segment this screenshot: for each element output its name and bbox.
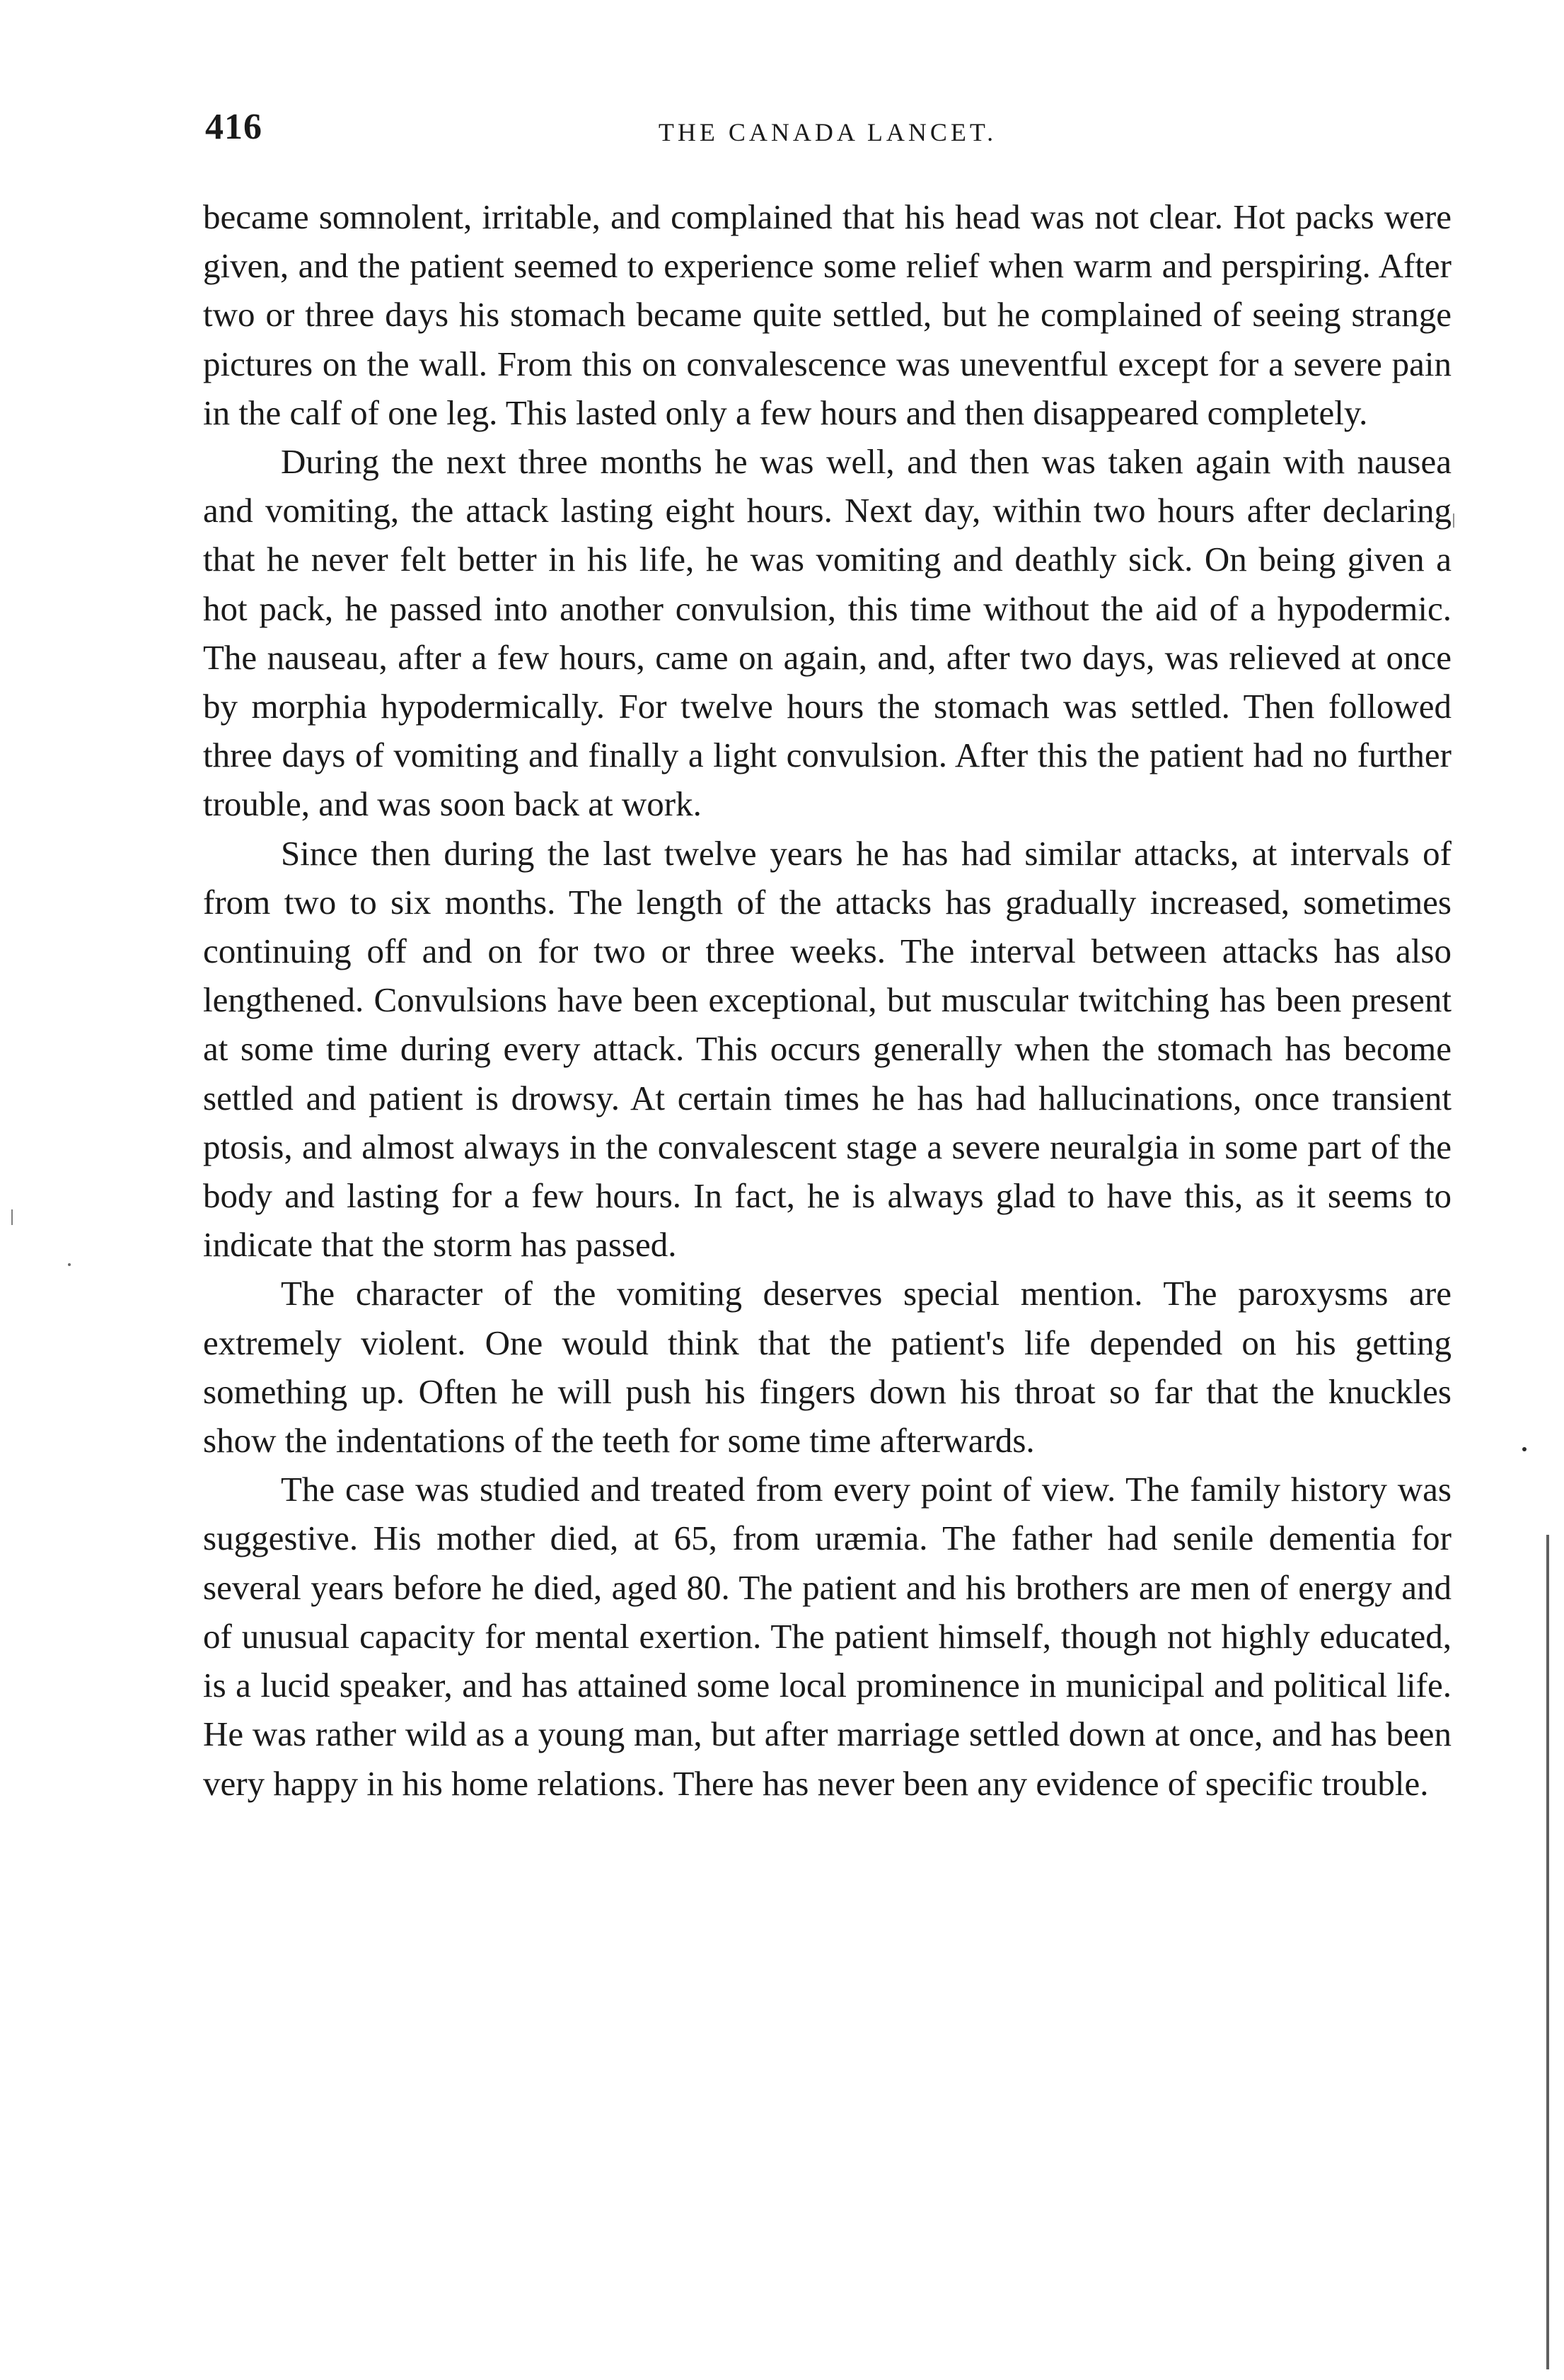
paragraph-continued: became somnolent, irritable, and complained that his head was not clear. Hot packs were given, and the patient seemed to experience some relief when warm and perspiring. After two or three days his stomach became quite settled, but he complained of seeing strange pictures on the wall. From this on convalescence was uneventful except for a severe pain in the calf of one leg. This lasted only a few hours and then disappeared completely. bbox=[203, 197, 1452, 432]
paragraph: During the next three months he was well, and then was taken again with nausea and vomiting, the attack lasting eight hours. Next day, within two hours after declaring that he never felt better in his life, he was vomiting and deathly sick. On being given a hot pack, he passed into another convulsion, this time without the aid of a hypodermic. The nauseau, after a few hours, came on again, and, after two days, was relieved at once by morphia hypodermically. For twelve hours the stomach was settled. Then followed three days of vomiting and finally a light convulsion. After this the patient had no further trouble, and was soon back at work. bbox=[203, 442, 1452, 824]
scan-speck bbox=[68, 1263, 71, 1266]
scan-edge-shadow bbox=[1546, 1535, 1549, 2369]
running-head: THE CANADA LANCET. bbox=[658, 118, 997, 146]
scan-speck bbox=[11, 1209, 13, 1225]
scan-speck bbox=[1453, 513, 1454, 528]
page-number: 416 bbox=[205, 107, 262, 147]
page-header bbox=[205, 106, 1450, 163]
scan-speck bbox=[1522, 1447, 1527, 1451]
paragraph: The case was studied and treated from every point of view. The family history was suggestive. His mother died, at 65, from uræmia. The father had senile dementia for several years before he died, aged 80. The patient and his brothers are men of energy and of unusual capacity for mental exertion. The patient himself, though not highly educated, is a lucid speaker, and has attained some local prominence in municipal and political life. He was rather wild as a young man, but after marriage settled down at once, and has been very happy in his home relations. There has never been any evidence of specific trouble. bbox=[203, 1470, 1452, 1803]
article-body bbox=[203, 192, 1452, 1808]
paragraph: The character of the vomiting deserves special mention. The paroxysms are extremely violent. One would think that the patient's life depended on his getting something up. Often he will push his fingers down his throat so far that the knuckles show the indentations of the teeth for some time afterwards. bbox=[203, 1274, 1452, 1461]
paragraph: Since then during the last twelve years he has had similar attacks, at intervals of from two to six months. The length of the attacks has gradually increased, sometimes continuing off and on for two or three weeks. The interval between attacks has also lengthened. Convulsions have been exceptional, but muscular twitching has been present at some time during every attack. This occurs generally when the stomach has become settled and patient is drowsy. At certain times he has had hallucinations, once transient ptosis, and almost always in the convalescent stage a severe neuralgia in some part of the body and lasting for a few hours. In fact, he is always glad to have this, as it seems to indicate that the storm has passed. bbox=[203, 833, 1452, 1265]
